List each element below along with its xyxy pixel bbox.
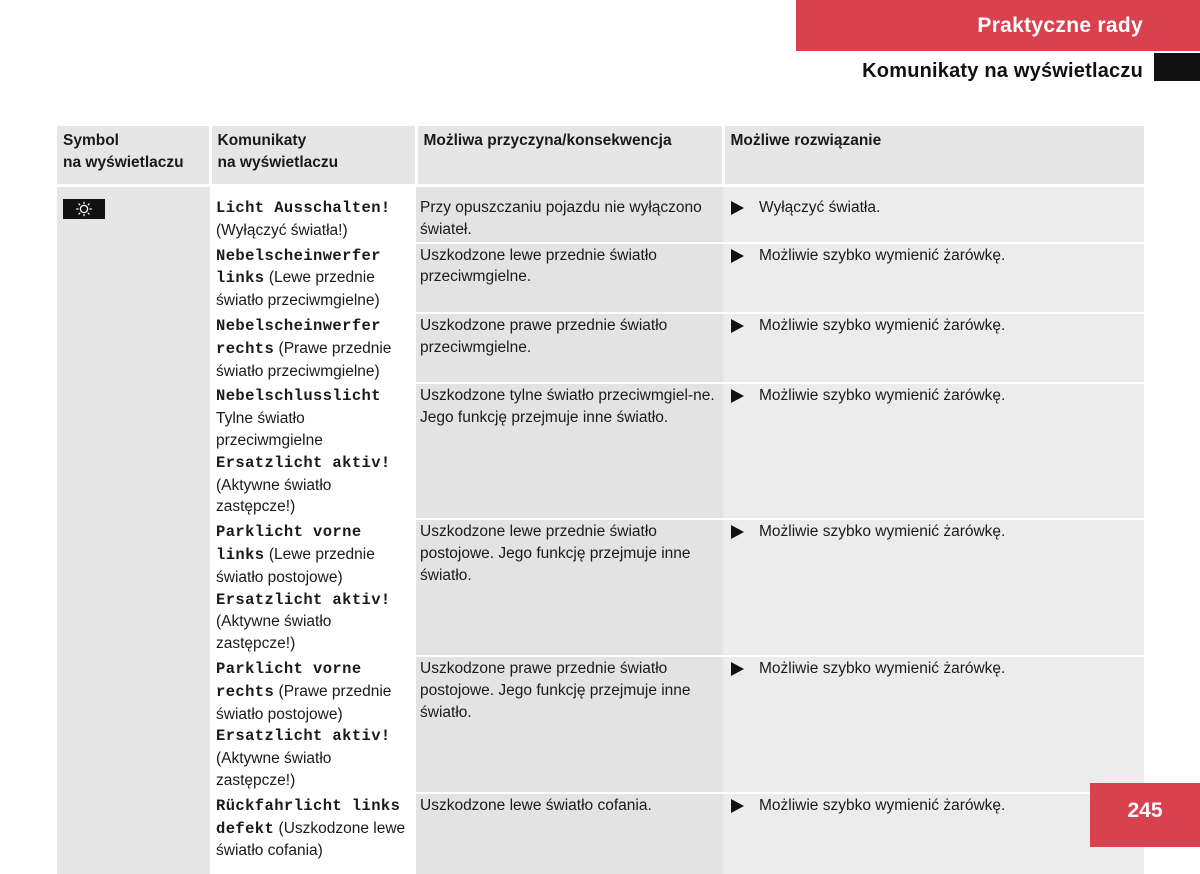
message-translation: (Uszkodzone lewe światło cofania) [216, 820, 405, 860]
section-title: Praktyczne rady [977, 14, 1143, 38]
message-cell [210, 793, 416, 874]
column-header-message: Komunikaty na wyświetlaczu [210, 126, 416, 186]
solution-text: Możliwie szybko wymienić żarówkę. [759, 245, 1005, 267]
message-translation: (Prawe przednie światło przeciwmgielne) [216, 340, 391, 380]
solution-text: Możliwie szybko wymienić żarówkę. [759, 315, 1005, 337]
message-translation: Tylne światło przeciwmgielne [216, 410, 323, 449]
arrow-right-icon [731, 525, 744, 539]
message-translation-secondary: (Aktywne światło zastępcze!) [216, 613, 331, 652]
heading-marker [1154, 53, 1200, 81]
page-number: 245 [1127, 799, 1162, 823]
page-heading: Komunikaty na wyświetlaczu [862, 60, 1143, 83]
table-row [57, 519, 1144, 656]
message-translation: (Prawe przednie światło postojowe) [216, 683, 391, 723]
solution-cell [723, 519, 1144, 656]
message-code: Rückfahrlicht links defekt [216, 797, 400, 838]
arrow-right-icon [731, 662, 744, 676]
column-header-cause: Możliwa przyczyna/konsekwencja [416, 126, 723, 186]
solution-text: Możliwie szybko wymienić żarówkę. [759, 385, 1005, 407]
exterior-lamp-icon [63, 199, 105, 219]
cause-cell: Uszkodzone tylne światło przeciwmgiel-ne. Jego funkcję przejmuje inne światło. [416, 383, 723, 519]
message-translation: (Wyłączyć światła!) [216, 222, 348, 239]
message-code: Parklicht vorne rechts [216, 660, 362, 701]
message-cell [210, 186, 416, 243]
table-row [57, 313, 1144, 383]
messages-table [57, 126, 1144, 874]
solution-text: Wyłączyć światła. [759, 197, 880, 219]
cause-cell: Uszkodzone lewe przednie światło przeciwmgielne. [416, 243, 723, 313]
page-number-tab [1090, 783, 1200, 847]
solution-cell [723, 383, 1144, 519]
message-translation: (Lewe przednie światło postojowe) [216, 546, 375, 586]
message-code-secondary: Ersatzlicht aktiv! [216, 591, 391, 609]
message-cell [210, 383, 416, 519]
cause-cell: Uszkodzone prawe przednie światło przeciwmgielne. [416, 313, 723, 383]
solution-text: Możliwie szybko wymienić żarówkę. [759, 521, 1005, 543]
message-translation-secondary: (Aktywne światło zastępcze!) [216, 750, 331, 789]
arrow-right-icon [731, 201, 744, 215]
table-row [57, 793, 1144, 874]
message-translation: (Lewe przednie światło przeciwmgielne) [216, 269, 380, 309]
solution-cell [723, 186, 1144, 243]
symbol-cell [57, 186, 210, 874]
solution-cell [723, 793, 1144, 874]
solution-text: Możliwie szybko wymienić żarówkę. [759, 795, 1005, 817]
message-cell [210, 656, 416, 793]
solution-cell [723, 656, 1144, 793]
message-cell [210, 313, 416, 383]
arrow-right-icon [731, 799, 744, 813]
message-code: Licht Ausschalten! [216, 199, 391, 217]
message-cell [210, 519, 416, 656]
table-row [57, 656, 1144, 793]
cause-cell: Uszkodzone lewe światło cofania. [416, 793, 723, 874]
section-tab [796, 0, 1200, 51]
message-cell [210, 243, 416, 313]
arrow-right-icon [731, 319, 744, 333]
table-row [57, 186, 1144, 243]
table-header-row [57, 126, 1144, 186]
message-code: Nebelscheinwerfer links [216, 247, 381, 288]
table-row [57, 383, 1144, 519]
message-translation-secondary: (Aktywne światło zastępcze!) [216, 477, 331, 516]
solution-cell [723, 243, 1144, 313]
column-header-symbol: Symbol na wyświetlaczu [57, 126, 210, 186]
arrow-right-icon [731, 249, 744, 263]
solution-cell [723, 313, 1144, 383]
message-code: Parklicht vorne links [216, 523, 362, 564]
column-header-solution: Możliwe rozwiązanie [723, 126, 1144, 186]
table-row [57, 243, 1144, 313]
message-code-secondary: Ersatzlicht aktiv! [216, 727, 391, 745]
messages-table-container [57, 126, 1144, 874]
message-code-secondary: Ersatzlicht aktiv! [216, 454, 391, 472]
cause-cell: Uszkodzone lewe przednie światło postojowe. Jego funkcję przejmuje inne światło. [416, 519, 723, 656]
cause-cell: Uszkodzone prawe przednie światło postojowe. Jego funkcję przejmuje inne światło. [416, 656, 723, 793]
arrow-right-icon [731, 389, 744, 403]
message-code: Nebelschlusslicht [216, 387, 381, 405]
message-code: Nebelscheinwerfer rechts [216, 317, 381, 358]
solution-text: Możliwie szybko wymienić żarówkę. [759, 658, 1005, 680]
cause-cell: Przy opuszczaniu pojazdu nie wyłączono świateł. [416, 186, 723, 243]
